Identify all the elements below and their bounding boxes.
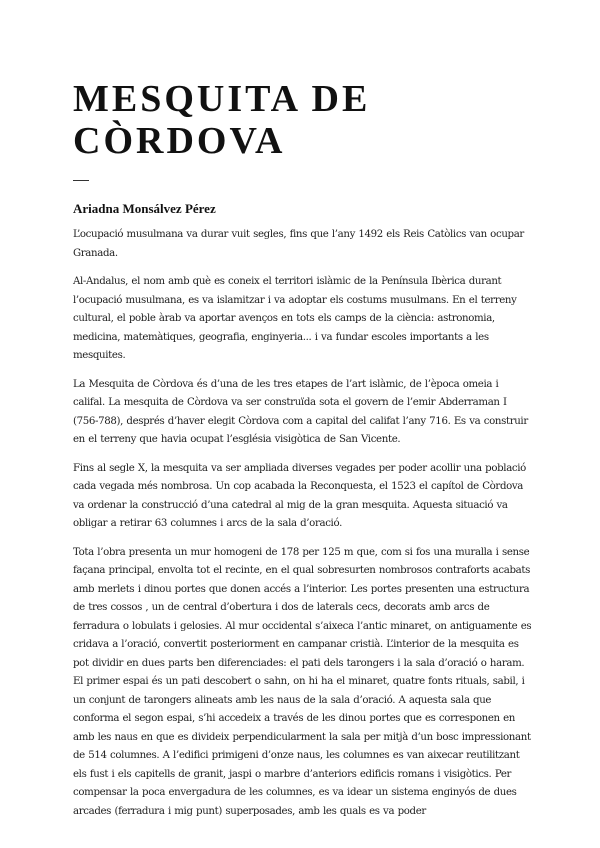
document-page: [73, 78, 533, 821]
paragraph: La Mesquita de Còrdova és d’una de les tres etapes de l’art islàmic, de l’època omeia i califal. La mesquita de Còrdova va ser construïda sota el govern de l’emir Abderraman I (756-788), després d’haver elegit Còrdova com a capital del califat l’any 716. Es va construir en el terreny que havia ocupat l’església visigòtica de San Vicente.: [73, 378, 528, 445]
paragraph: Al-Andalus, el nom amb què es coneix el territori islàmic de la Península Ibèrica durant l’ocupació musulmana, es va islamitzar i va adoptar els costums musulmans. En el terreny cultural, el poble àrab va aportar avenços en tots els camps de la ciència: astronomia, medicina, matemàtiques, geografia, enginyeria... i va fundar escoles importants a les mesquites.: [73, 276, 517, 361]
author-name: Ariadna Monsálvez Pérez: [73, 201, 216, 216]
paragraph: L’ocupació musulmana va durar vuit segles, fins que l’any 1492 els Reis Catòlics van ocupar Granada.: [73, 229, 524, 259]
paragraph: Tota l’obra presenta un mur homogeni de 178 per 125 m que, com si fos una muralla i sense façana principal, envolta tot el recinte, en el qual sobresurten nombrosos contraforts acabats amb merlets i dinou portes que donen accés a l’interior. Les portes presenten una estructura de tres cossos , un de central d’obertura i dos de laterals cecs, decorats amb arcs de ferradura o lobulats i gelosies. Al mur occidental s’aixeca l’antic minaret, on antiguamente es cridava a l’oració, convertit posteriorment en campanar cristià. L’interior de la mesquita es pot dividir en dues parts ben diferenciades: el pati dels tarongers i la sala d’oració o haram. El primer espai és un pati descobert o sahn, on hi ha el minaret, quatre fonts rituals, sabil, i un conjunt de tarongers alineats amb les naus de la sala d’oració. A aquesta sala que conforma el segon espai, s’hi accedeix a través de les dinou portes que es corresponen en amb les naus en que es divideix perpendicularment la sala per mitjà d’un bosc impressionant de 514 columnes. A l’edifici primigeni d’onze naus, les columnes es van aixecar reutilitzant els fust i els capitells de granit, jaspi o marbre d’anteriors edificis romans i visigòtics. Per compensar la poca envergadura de les columnes, es va idear un sistema enginyós de dues arcades (ferradura i mig punt) superposades, amb les quals es va poder: [73, 546, 532, 817]
title-divider: [73, 180, 89, 181]
paragraph: Fins al segle X, la mesquita va ser ampliada diverses vegades per poder acollir una població cada vegada més nombrosa. Un cop acabada la Reconquesta, el 1523 el capítol de Còrdova va ordenar la construcció d’una catedral al mig de la gran mesquita. Aquesta situació va obligar a retirar 63 columnes i arcs de la sala d’oració.: [73, 462, 526, 529]
document-title: MESQUITA DE CÒRDOVA: [73, 78, 371, 162]
